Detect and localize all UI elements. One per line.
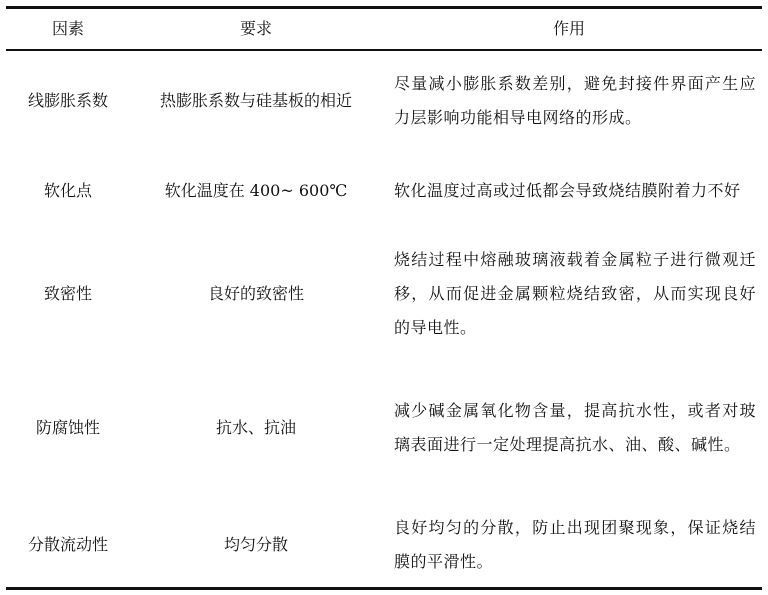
table-row: [6, 152, 762, 230]
row-requirement: 均匀分散: [223, 535, 288, 554]
row-effect-text: 减少碱金属氧化物含量，提高抗水性，或者对玻璃表面进行一定处理提高抗水、油、酸、碱性。: [394, 401, 756, 454]
row-effect: [382, 62, 762, 140]
table-row: [6, 238, 762, 350]
row-effect: [382, 238, 762, 350]
table-bottom-rule: [6, 587, 762, 590]
row-effect: [382, 506, 762, 584]
row-requirement: 抗水、抗油: [215, 418, 296, 437]
row-effect: [382, 152, 762, 230]
row-requirement: 软化温度在 400~ 600℃: [164, 181, 348, 200]
row-factor: 防腐蚀性: [35, 418, 100, 437]
row-factor: 线膨胀系数: [27, 91, 108, 110]
header-factor: 因素: [51, 19, 84, 38]
row-effect: [382, 372, 762, 484]
table-row: [6, 62, 762, 140]
row-requirement: 良好的致密性: [207, 284, 304, 303]
header-effect: 作用: [552, 19, 585, 38]
row-factor: 软化点: [43, 181, 92, 200]
row-effect-text: 软化温度过高或过低都会导致烧结膜附着力不好: [394, 181, 741, 200]
table-header-row: [6, 9, 762, 49]
row-factor: 致密性: [43, 284, 92, 303]
row-effect-text: 尽量减小膨胀系数差别，避免封接件界面产生应力层影响功能相导电网络的形成。: [394, 74, 756, 127]
row-effect-text: 烧结过程中熔融玻璃液载着金属粒子进行微观迁移，从而促进金属颗粒烧结致密，从而实现良好的导电性。: [394, 250, 756, 337]
table-row: [6, 372, 762, 484]
table-row: [6, 506, 762, 584]
table-header-rule: [6, 49, 762, 51]
row-effect-text: 良好均匀的分散，防止出现团聚现象，保证烧结膜的平滑性。: [394, 518, 756, 571]
properties-table: [6, 6, 762, 590]
row-requirement: 热膨胀系数与硅基板的相近: [159, 91, 352, 110]
header-requirement: 要求: [239, 19, 272, 38]
row-factor: 分散流动性: [27, 535, 108, 554]
